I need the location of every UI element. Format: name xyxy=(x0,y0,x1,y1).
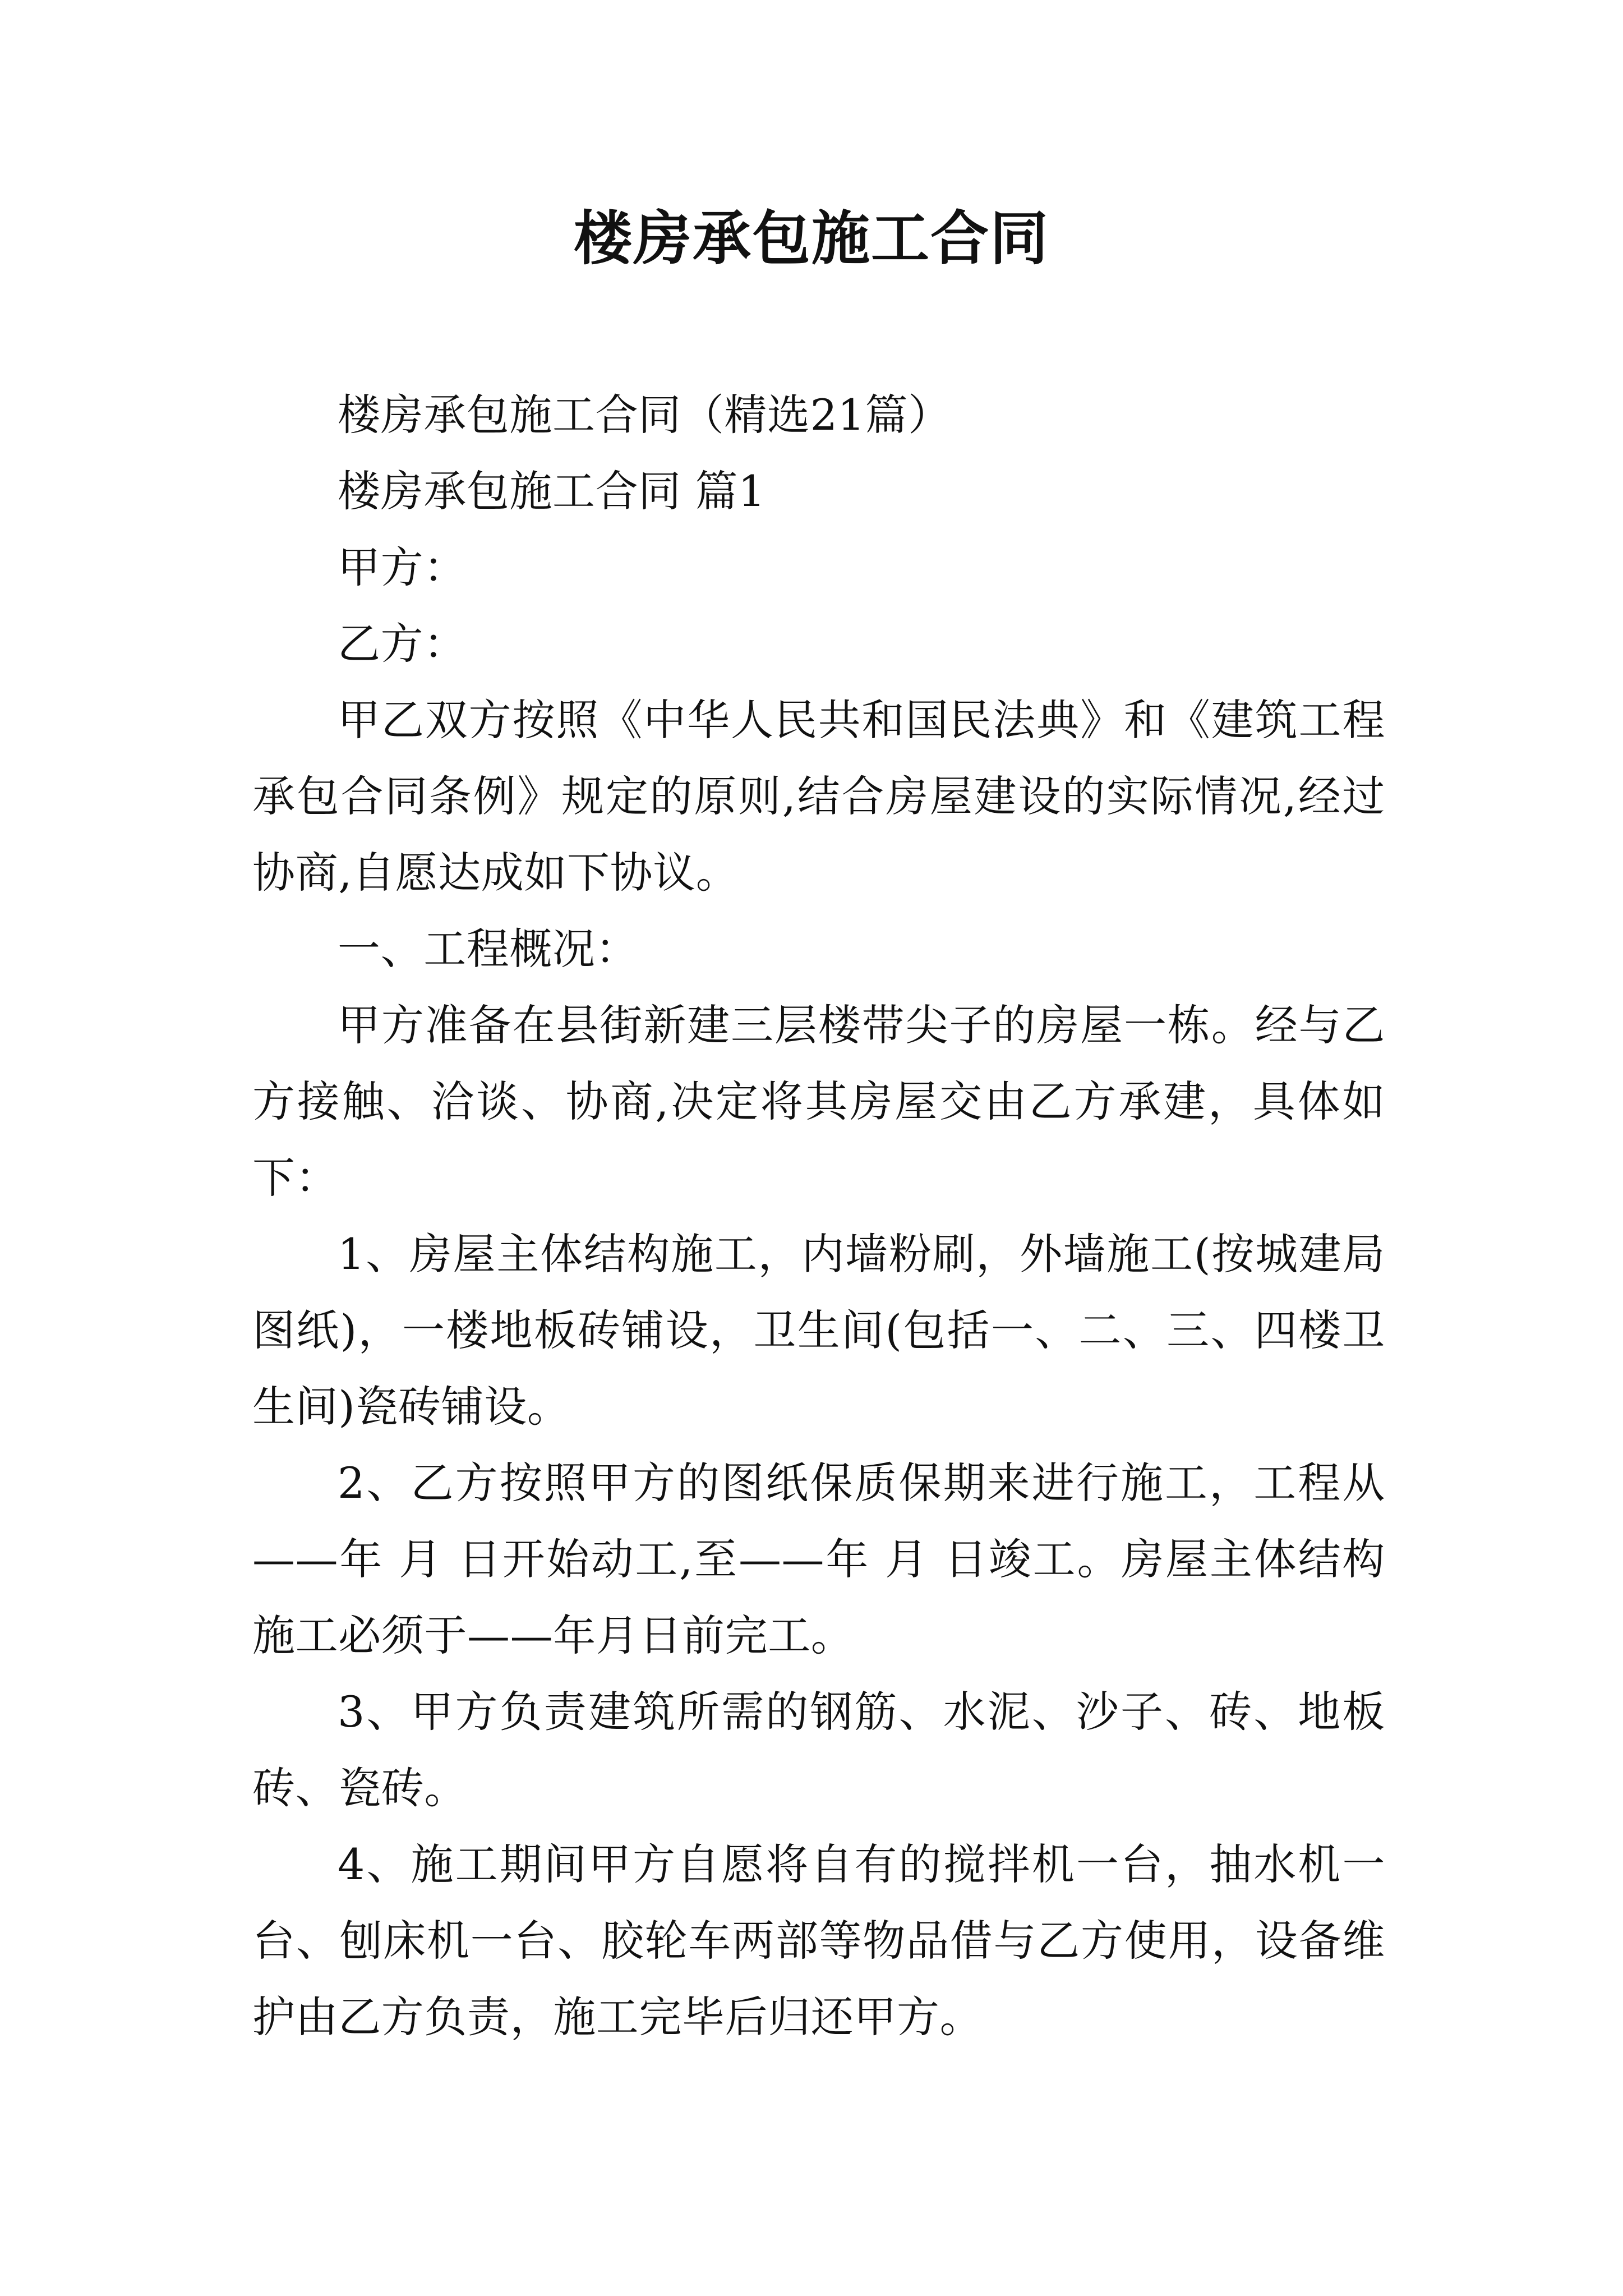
paragraph-article-heading: 楼房承包施工合同 篇1 xyxy=(338,466,766,516)
paragraph-party-a: 甲方： xyxy=(338,542,467,592)
paragraph-clause-1: 1、房屋主体结构施工，内墙粉刷，外墙施工(按城建局图纸)，一楼地板砖铺设，卫生间(包括一、二、三、四楼卫生间)瓷砖铺设。 xyxy=(252,1229,1385,1432)
paragraph-clause-4: 4、施工期间甲方自愿将自有的搅拌机一台，抽水机一台、刨床机一台、胶轮车两部等物品借与乙方使用，设备维护由乙方负责，施工完毕后归还甲方。 xyxy=(252,1839,1385,2042)
paragraph-party-b: 乙方： xyxy=(338,619,467,669)
paragraph-preamble: 甲乙双方按照《中华人民共和国民法典》和《建筑工程承包合同条例》规定的原则,结合房屋建设的实际情况,经过协商,自愿达成如下协议。 xyxy=(252,695,1385,898)
paragraph-project-overview: 甲方准备在县街新建三层楼带尖子的房屋一栋。经与乙方接触、洽谈、协商,决定将其房屋交由乙方承建，具体如下： xyxy=(252,1000,1385,1203)
paragraph-section-heading: 一、工程概况： xyxy=(338,924,639,974)
document-title: 楼房承包施工合同 xyxy=(573,204,1049,273)
paragraph-collection-title: 楼房承包施工合同（精选21篇） xyxy=(338,390,951,440)
paragraph-clause-2: 2、乙方按照甲方的图纸保质保期来进行施工，工程从——年 月 日开始动工,至——年 月 日竣工。房屋主体结构施工必须于——年月日前完工。 xyxy=(252,1458,1385,1660)
paragraph-clause-3: 3、甲方负责建筑所需的钢筋、水泥、沙子、砖、地板砖、瓷砖。 xyxy=(252,1687,1385,1813)
document-body xyxy=(252,377,1385,2055)
